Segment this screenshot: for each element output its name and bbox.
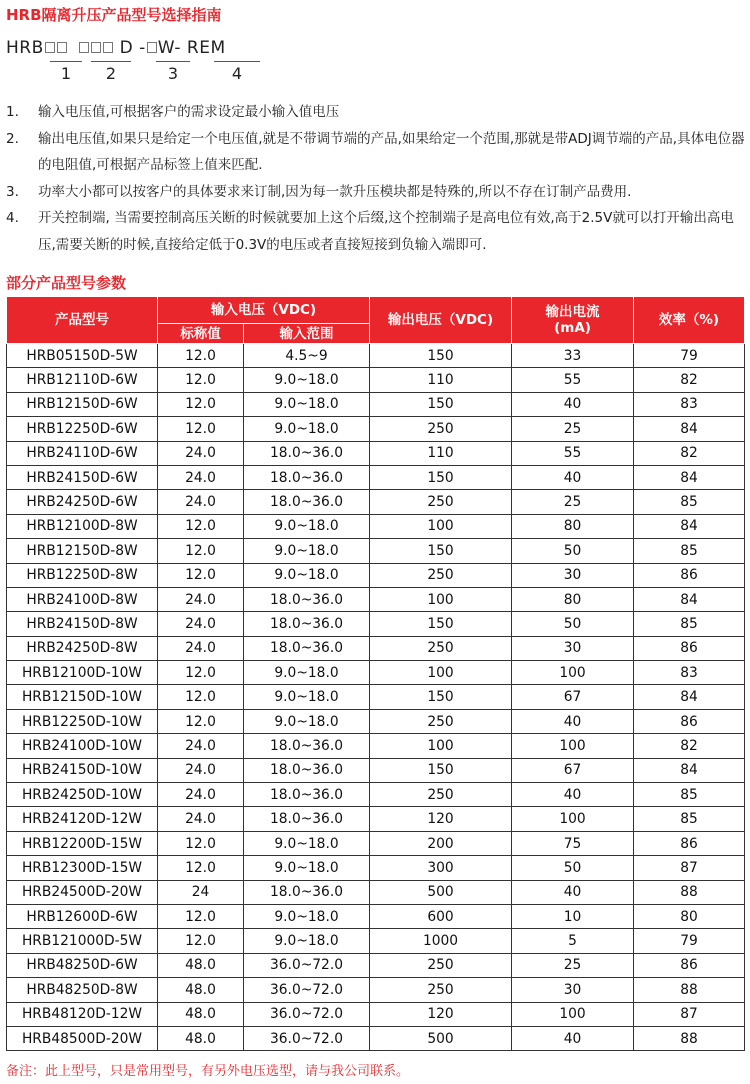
cell-input-range: 9.0~18.0 xyxy=(244,563,370,587)
cell-nominal: 24.0 xyxy=(158,587,244,611)
cell-output-voltage: 250 xyxy=(370,783,512,807)
cell-efficiency: 86 xyxy=(634,636,745,660)
cell-model: HRB24250D-10W xyxy=(7,783,158,807)
note-text: 输出电压值,如果只是给定一个电压值,就是不带调节端的产品,如果给定一个范围,那就是带ADJ调节端的产品,具体电位器的电阻值,可根据产品标签上值来匹配. xyxy=(38,130,745,174)
cell-output-voltage: 250 xyxy=(370,417,512,441)
cell-input-range: 18.0~36.0 xyxy=(244,587,370,611)
note-item xyxy=(6,99,746,126)
header-output-voltage: 输出电压（VDC) xyxy=(370,297,512,344)
cell-input-range: 9.0~18.0 xyxy=(244,709,370,733)
cell-model: HRB12250D-10W xyxy=(7,709,158,733)
header-output-current-line2: (mA) xyxy=(554,320,591,336)
cell-output-voltage: 150 xyxy=(370,612,512,636)
cell-output-voltage: 250 xyxy=(370,978,512,1002)
cell-efficiency: 85 xyxy=(634,539,745,563)
note-text: 开关控制端, 当需要控制高压关断的时候就要加上这个后缀,这个控制端子是高电位有效,高于2.5V就可以打开输出高电压,需要关断的时候,直接给定低于0.3V的电压或者直接短接到负输入端即可. xyxy=(38,210,734,253)
cell-efficiency: 83 xyxy=(634,392,745,416)
cell-input-range: 36.0~72.0 xyxy=(244,953,370,977)
cell-output-voltage: 250 xyxy=(370,490,512,514)
cell-input-range: 36.0~72.0 xyxy=(244,1026,370,1050)
table-row xyxy=(7,392,745,416)
cell-efficiency: 86 xyxy=(634,831,745,855)
cell-output-current: 40 xyxy=(512,465,634,489)
table-row xyxy=(7,490,745,514)
cell-output-current: 25 xyxy=(512,953,634,977)
cell-output-voltage: 150 xyxy=(370,539,512,563)
cell-efficiency: 85 xyxy=(634,807,745,831)
cell-nominal: 24.0 xyxy=(158,636,244,660)
cell-model: HRB12250D-6W xyxy=(7,417,158,441)
table-row xyxy=(7,514,745,538)
table-row xyxy=(7,441,745,465)
header-output-current xyxy=(512,297,634,344)
table-row xyxy=(7,465,745,489)
cell-model: HRB12150D-10W xyxy=(7,685,158,709)
cell-output-current: 30 xyxy=(512,978,634,1002)
cell-model: HRB48120D-12W xyxy=(7,1002,158,1026)
part-number-2: 2 xyxy=(105,64,117,83)
placeholder-box xyxy=(79,42,89,53)
cell-output-voltage: 110 xyxy=(370,441,512,465)
cell-model: HRB24250D-6W xyxy=(7,490,158,514)
cell-model: HRB05150D-5W xyxy=(7,344,158,368)
footnote: 备注：此上型号，只是常用型号，有另外电压选型，请与我公司联系。 xyxy=(6,1064,410,1079)
cell-output-current: 55 xyxy=(512,368,634,392)
cell-output-voltage: 110 xyxy=(370,368,512,392)
placeholder-box xyxy=(103,42,113,53)
cell-input-range: 9.0~18.0 xyxy=(244,514,370,538)
cell-efficiency: 82 xyxy=(634,441,745,465)
cell-output-current: 75 xyxy=(512,831,634,855)
table-row xyxy=(7,685,745,709)
cell-output-voltage: 1000 xyxy=(370,929,512,953)
cell-nominal: 24.0 xyxy=(158,465,244,489)
note-text: 功率大小都可以按客户的具体要求来订制,因为每一款升压模块都是特殊的,所以不存在订制产品费用. xyxy=(38,183,632,200)
cell-nominal: 12.0 xyxy=(158,563,244,587)
table-row xyxy=(7,734,745,758)
header-input-voltage: 输入电压（VDC) xyxy=(158,297,370,324)
cell-output-current: 80 xyxy=(512,587,634,611)
cell-output-voltage: 150 xyxy=(370,392,512,416)
cell-output-voltage: 100 xyxy=(370,734,512,758)
cell-input-range: 9.0~18.0 xyxy=(244,831,370,855)
cell-nominal: 12.0 xyxy=(158,417,244,441)
table-row xyxy=(7,344,745,368)
cell-output-voltage: 500 xyxy=(370,1026,512,1050)
table-row xyxy=(7,563,745,587)
cell-nominal: 12.0 xyxy=(158,904,244,928)
cell-efficiency: 87 xyxy=(634,1002,745,1026)
cell-input-range: 9.0~18.0 xyxy=(244,685,370,709)
cell-output-current: 100 xyxy=(512,734,634,758)
cell-input-range: 9.0~18.0 xyxy=(244,368,370,392)
cell-nominal: 24.0 xyxy=(158,783,244,807)
cell-model: HRB24150D-6W xyxy=(7,465,158,489)
cell-model: HRB12100D-10W xyxy=(7,661,158,685)
cell-output-voltage: 150 xyxy=(370,685,512,709)
cell-output-current: 40 xyxy=(512,1026,634,1050)
cell-model: HRB12250D-8W xyxy=(7,563,158,587)
table-row xyxy=(7,636,745,660)
part-underline xyxy=(91,61,131,62)
cell-nominal: 24.0 xyxy=(158,734,244,758)
header-nominal: 标称值 xyxy=(158,324,244,344)
cell-nominal: 24.0 xyxy=(158,441,244,465)
cell-nominal: 12.0 xyxy=(158,392,244,416)
cell-output-current: 40 xyxy=(512,880,634,904)
note-item xyxy=(6,179,746,206)
cell-model: HRB12600D-6W xyxy=(7,904,158,928)
note-text: 输入电压值,可根据客户的需求设定最小输入值电压 xyxy=(38,104,340,120)
note-item xyxy=(6,126,746,179)
cell-model: HRB24100D-8W xyxy=(7,587,158,611)
cell-input-range: 4.5~9 xyxy=(244,344,370,368)
cell-model: HRB24120D-12W xyxy=(7,807,158,831)
model-code-template xyxy=(6,38,226,58)
model-code-parts xyxy=(0,61,300,85)
header-efficiency: 效率（%) xyxy=(634,297,745,344)
cell-model: HRB48250D-6W xyxy=(7,953,158,977)
cell-output-current: 100 xyxy=(512,807,634,831)
cell-model: HRB24110D-6W xyxy=(7,441,158,465)
cell-output-current: 25 xyxy=(512,417,634,441)
cell-input-range: 18.0~36.0 xyxy=(244,880,370,904)
cell-nominal: 12.0 xyxy=(158,929,244,953)
section-title: 部分产品型号参数 xyxy=(6,274,127,292)
cell-model: HRB24150D-8W xyxy=(7,612,158,636)
cell-nominal: 24.0 xyxy=(158,490,244,514)
cell-efficiency: 80 xyxy=(634,904,745,928)
cell-input-range: 18.0~36.0 xyxy=(244,783,370,807)
cell-input-range: 18.0~36.0 xyxy=(244,490,370,514)
cell-output-voltage: 250 xyxy=(370,953,512,977)
cell-efficiency: 86 xyxy=(634,709,745,733)
header-output-current-line1: 输出电流 xyxy=(545,304,600,320)
model-d-part: D - xyxy=(119,38,146,58)
cell-model: HRB12110D-6W xyxy=(7,368,158,392)
cell-efficiency: 84 xyxy=(634,514,745,538)
table-row xyxy=(7,880,745,904)
cell-output-current: 25 xyxy=(512,490,634,514)
cell-nominal: 12.0 xyxy=(158,514,244,538)
cell-output-voltage: 500 xyxy=(370,880,512,904)
table-row xyxy=(7,709,745,733)
cell-model: HRB24100D-10W xyxy=(7,734,158,758)
cell-efficiency: 85 xyxy=(634,612,745,636)
cell-input-range: 18.0~36.0 xyxy=(244,758,370,782)
part-underline xyxy=(156,61,190,62)
cell-output-voltage: 100 xyxy=(370,587,512,611)
note-index: 2. xyxy=(6,130,19,147)
table-row xyxy=(7,1026,745,1050)
cell-output-voltage: 200 xyxy=(370,831,512,855)
cell-output-voltage: 300 xyxy=(370,856,512,880)
cell-output-voltage: 600 xyxy=(370,904,512,928)
cell-output-current: 10 xyxy=(512,904,634,928)
cell-model: HRB48500D-20W xyxy=(7,1026,158,1050)
cell-nominal: 48.0 xyxy=(158,1026,244,1050)
cell-efficiency: 85 xyxy=(634,783,745,807)
cell-input-range: 9.0~18.0 xyxy=(244,539,370,563)
cell-efficiency: 88 xyxy=(634,978,745,1002)
cell-output-current: 40 xyxy=(512,709,634,733)
table-row xyxy=(7,612,745,636)
model-prefix: HRB xyxy=(6,38,44,58)
table-row xyxy=(7,417,745,441)
placeholder-box xyxy=(57,42,67,53)
cell-output-current: 67 xyxy=(512,685,634,709)
table-body xyxy=(7,344,745,1051)
model-w-part: W- xyxy=(157,38,181,58)
placeholder-box xyxy=(147,42,157,53)
cell-output-current: 33 xyxy=(512,344,634,368)
cell-model: HRB48250D-8W xyxy=(7,978,158,1002)
table-row xyxy=(7,758,745,782)
cell-output-voltage: 120 xyxy=(370,807,512,831)
product-spec-table xyxy=(6,296,745,1051)
cell-efficiency: 84 xyxy=(634,587,745,611)
cell-efficiency: 84 xyxy=(634,685,745,709)
cell-input-range: 36.0~72.0 xyxy=(244,1002,370,1026)
cell-input-range: 9.0~18.0 xyxy=(244,856,370,880)
cell-nominal: 12.0 xyxy=(158,709,244,733)
table-row xyxy=(7,661,745,685)
part-number-3: 3 xyxy=(167,64,179,83)
cell-model: HRB24500D-20W xyxy=(7,880,158,904)
table-row xyxy=(7,807,745,831)
cell-input-range: 9.0~18.0 xyxy=(244,929,370,953)
note-index: 3. xyxy=(6,183,19,200)
cell-output-current: 80 xyxy=(512,514,634,538)
model-rem: REM xyxy=(186,38,226,58)
cell-output-voltage: 250 xyxy=(370,709,512,733)
cell-nominal: 12.0 xyxy=(158,856,244,880)
table-row xyxy=(7,1002,745,1026)
cell-efficiency: 82 xyxy=(634,734,745,758)
note-index: 4. xyxy=(6,210,19,227)
cell-model: HRB121000D-5W xyxy=(7,929,158,953)
cell-nominal: 12.0 xyxy=(158,344,244,368)
table-row xyxy=(7,368,745,392)
cell-efficiency: 84 xyxy=(634,758,745,782)
cell-input-range: 18.0~36.0 xyxy=(244,465,370,489)
cell-output-current: 100 xyxy=(512,1002,634,1026)
table-row xyxy=(7,953,745,977)
cell-efficiency: 86 xyxy=(634,563,745,587)
cell-input-range: 18.0~36.0 xyxy=(244,612,370,636)
cell-input-range: 9.0~18.0 xyxy=(244,904,370,928)
cell-input-range: 18.0~36.0 xyxy=(244,734,370,758)
cell-nominal: 48.0 xyxy=(158,978,244,1002)
cell-output-current: 100 xyxy=(512,661,634,685)
notes-list xyxy=(6,99,746,259)
table-row xyxy=(7,587,745,611)
cell-efficiency: 84 xyxy=(634,465,745,489)
cell-input-range: 18.0~36.0 xyxy=(244,636,370,660)
cell-efficiency: 86 xyxy=(634,953,745,977)
note-item xyxy=(6,205,746,258)
cell-output-voltage: 150 xyxy=(370,344,512,368)
cell-output-current: 5 xyxy=(512,929,634,953)
cell-nominal: 12.0 xyxy=(158,539,244,563)
cell-nominal: 48.0 xyxy=(158,1002,244,1026)
part-underline xyxy=(214,61,260,62)
cell-output-current: 30 xyxy=(512,563,634,587)
cell-efficiency: 88 xyxy=(634,880,745,904)
table-row xyxy=(7,978,745,1002)
cell-model: HRB12150D-8W xyxy=(7,539,158,563)
cell-efficiency: 79 xyxy=(634,929,745,953)
cell-nominal: 24.0 xyxy=(158,758,244,782)
placeholder-box xyxy=(45,42,55,53)
cell-input-range: 9.0~18.0 xyxy=(244,417,370,441)
cell-efficiency: 82 xyxy=(634,368,745,392)
page-title: HRB隔离升压产品型号选择指南 xyxy=(6,6,222,24)
table-row xyxy=(7,856,745,880)
table-row xyxy=(7,831,745,855)
cell-output-voltage: 100 xyxy=(370,514,512,538)
cell-model: HRB12300D-15W xyxy=(7,856,158,880)
table-row xyxy=(7,783,745,807)
cell-efficiency: 84 xyxy=(634,417,745,441)
cell-model: HRB12100D-8W xyxy=(7,514,158,538)
cell-efficiency: 83 xyxy=(634,661,745,685)
cell-model: HRB12200D-15W xyxy=(7,831,158,855)
cell-output-current: 55 xyxy=(512,441,634,465)
cell-input-range: 18.0~36.0 xyxy=(244,441,370,465)
cell-model: HRB24250D-8W xyxy=(7,636,158,660)
cell-nominal: 12.0 xyxy=(158,685,244,709)
cell-efficiency: 87 xyxy=(634,856,745,880)
cell-output-current: 67 xyxy=(512,758,634,782)
cell-model: HRB12150D-6W xyxy=(7,392,158,416)
cell-efficiency: 88 xyxy=(634,1026,745,1050)
cell-output-voltage: 250 xyxy=(370,563,512,587)
cell-nominal: 12.0 xyxy=(158,831,244,855)
cell-output-current: 50 xyxy=(512,856,634,880)
cell-nominal: 24 xyxy=(158,880,244,904)
part-number-4: 4 xyxy=(231,64,243,83)
cell-efficiency: 85 xyxy=(634,490,745,514)
cell-nominal: 24.0 xyxy=(158,807,244,831)
cell-output-voltage: 100 xyxy=(370,661,512,685)
table-row xyxy=(7,929,745,953)
cell-input-range: 9.0~18.0 xyxy=(244,392,370,416)
cell-model: HRB24150D-10W xyxy=(7,758,158,782)
cell-output-current: 40 xyxy=(512,392,634,416)
cell-nominal: 48.0 xyxy=(158,953,244,977)
note-index: 1. xyxy=(6,104,19,120)
cell-input-range: 36.0~72.0 xyxy=(244,978,370,1002)
cell-output-voltage: 120 xyxy=(370,1002,512,1026)
header-input-range: 输入范围 xyxy=(244,324,370,344)
header-model: 产品型号 xyxy=(7,297,158,344)
cell-output-voltage: 150 xyxy=(370,465,512,489)
cell-efficiency: 79 xyxy=(634,344,745,368)
cell-nominal: 12.0 xyxy=(158,661,244,685)
part-underline xyxy=(50,61,82,62)
cell-output-current: 40 xyxy=(512,783,634,807)
cell-output-current: 50 xyxy=(512,539,634,563)
cell-output-current: 50 xyxy=(512,612,634,636)
cell-nominal: 12.0 xyxy=(158,368,244,392)
cell-output-voltage: 150 xyxy=(370,758,512,782)
cell-input-range: 9.0~18.0 xyxy=(244,661,370,685)
part-number-1: 1 xyxy=(60,64,72,83)
cell-output-current: 30 xyxy=(512,636,634,660)
cell-nominal: 24.0 xyxy=(158,612,244,636)
table-row xyxy=(7,904,745,928)
table-row xyxy=(7,539,745,563)
cell-input-range: 18.0~36.0 xyxy=(244,807,370,831)
cell-output-voltage: 250 xyxy=(370,636,512,660)
placeholder-box xyxy=(91,42,101,53)
